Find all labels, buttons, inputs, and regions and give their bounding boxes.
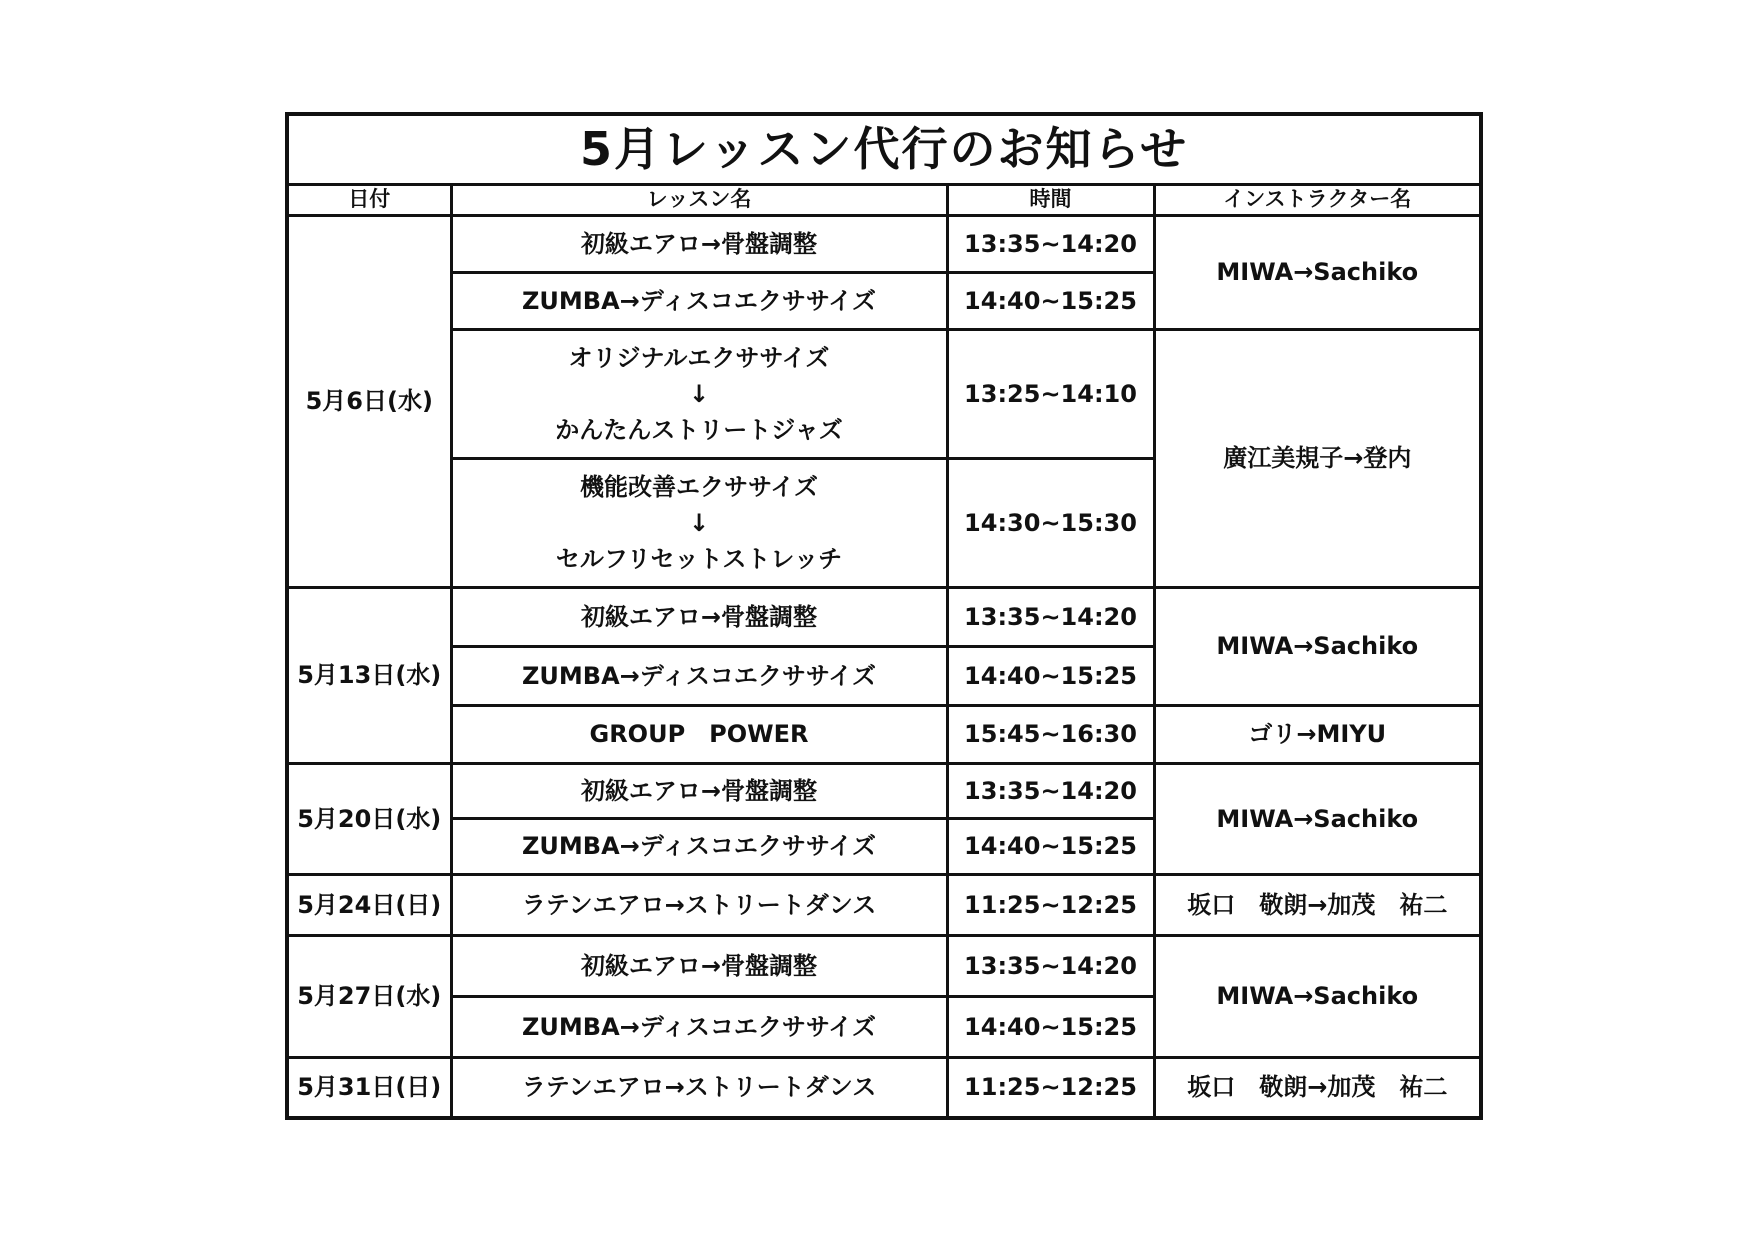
time-cell: 14:40~15:25 bbox=[947, 646, 1154, 705]
header-lesson: レッスン名 bbox=[451, 184, 947, 215]
header-date: 日付 bbox=[287, 184, 451, 215]
time-cell: 14:40~15:25 bbox=[947, 272, 1154, 329]
date-cell: 5月6日(水) bbox=[287, 215, 451, 587]
instructor-cell: 坂口 敬朗→加茂 祐二 bbox=[1154, 874, 1481, 935]
instructor-cell: MIWA→Sachiko bbox=[1154, 935, 1481, 1057]
instructor-cell: MIWA→Sachiko bbox=[1154, 763, 1481, 874]
lesson-cell bbox=[451, 329, 947, 458]
date-cell: 5月20日(水) bbox=[287, 763, 451, 874]
time-cell: 13:35~14:20 bbox=[947, 587, 1154, 646]
time-cell: 13:35~14:20 bbox=[947, 935, 1154, 996]
instructor-cell: MIWA→Sachiko bbox=[1154, 587, 1481, 705]
time-cell: 14:30~15:30 bbox=[947, 458, 1154, 587]
time-cell: 11:25~12:25 bbox=[947, 1057, 1154, 1118]
down-arrow-icon: ↓ bbox=[688, 508, 710, 537]
header-instructor: インストラクター名 bbox=[1154, 184, 1481, 215]
lesson-cell: ラテンエアロ→ストリートダンス bbox=[451, 874, 947, 935]
lesson-cell: ZUMBA→ディスコエクササイズ bbox=[451, 646, 947, 705]
time-cell: 13:25~14:10 bbox=[947, 329, 1154, 458]
instructor-cell: 坂口 敬朗→加茂 祐二 bbox=[1154, 1057, 1481, 1118]
table-row bbox=[287, 587, 1481, 646]
lesson-to: かんたんストリートジャズ bbox=[555, 415, 843, 444]
date-cell: 5月24日(日) bbox=[287, 874, 451, 935]
time-cell: 11:25~12:25 bbox=[947, 874, 1154, 935]
time-cell: 14:40~15:25 bbox=[947, 818, 1154, 874]
time-cell: 15:45~16:30 bbox=[947, 705, 1154, 763]
table-row bbox=[287, 874, 1481, 935]
lesson-cell: ZUMBA→ディスコエクササイズ bbox=[451, 818, 947, 874]
lesson-cell: 初級エアロ→骨盤調整 bbox=[451, 763, 947, 818]
table-row bbox=[287, 329, 1481, 458]
lesson-cell bbox=[451, 458, 947, 587]
lesson-cell: 初級エアロ→骨盤調整 bbox=[451, 587, 947, 646]
time-cell: 14:40~15:25 bbox=[947, 996, 1154, 1057]
lesson-cell: 初級エアロ→骨盤調整 bbox=[451, 935, 947, 996]
lesson-from: オリジナルエクササイズ bbox=[568, 343, 830, 372]
table-row bbox=[287, 215, 1481, 272]
lesson-cell: ZUMBA→ディスコエクササイズ bbox=[451, 996, 947, 1057]
page-title: 5月レッスン代行のお知らせ bbox=[287, 114, 1481, 184]
date-cell: 5月31日(日) bbox=[287, 1057, 451, 1118]
lesson-substitute-table bbox=[285, 112, 1483, 1120]
time-cell: 13:35~14:20 bbox=[947, 215, 1154, 272]
date-cell: 5月13日(水) bbox=[287, 587, 451, 763]
lesson-cell: 初級エアロ→骨盤調整 bbox=[451, 215, 947, 272]
table-row bbox=[287, 705, 1481, 763]
instructor-cell: ゴリ→MIYU bbox=[1154, 705, 1481, 763]
instructor-cell: MIWA→Sachiko bbox=[1154, 215, 1481, 329]
down-arrow-icon: ↓ bbox=[688, 379, 710, 408]
table-row bbox=[287, 935, 1481, 996]
header-time: 時間 bbox=[947, 184, 1154, 215]
table-row bbox=[287, 1057, 1481, 1118]
instructor-cell: 廣江美規子→登内 bbox=[1154, 329, 1481, 587]
lesson-to: セルフリセットストレッチ bbox=[555, 544, 843, 573]
lesson-from: 機能改善エクササイズ bbox=[579, 472, 819, 501]
table-row bbox=[287, 763, 1481, 818]
date-cell: 5月27日(水) bbox=[287, 935, 451, 1057]
time-cell: 13:35~14:20 bbox=[947, 763, 1154, 818]
lesson-cell: ラテンエアロ→ストリートダンス bbox=[451, 1057, 947, 1118]
lesson-cell: ZUMBA→ディスコエクササイズ bbox=[451, 272, 947, 329]
lesson-cell: GROUP POWER bbox=[451, 705, 947, 763]
